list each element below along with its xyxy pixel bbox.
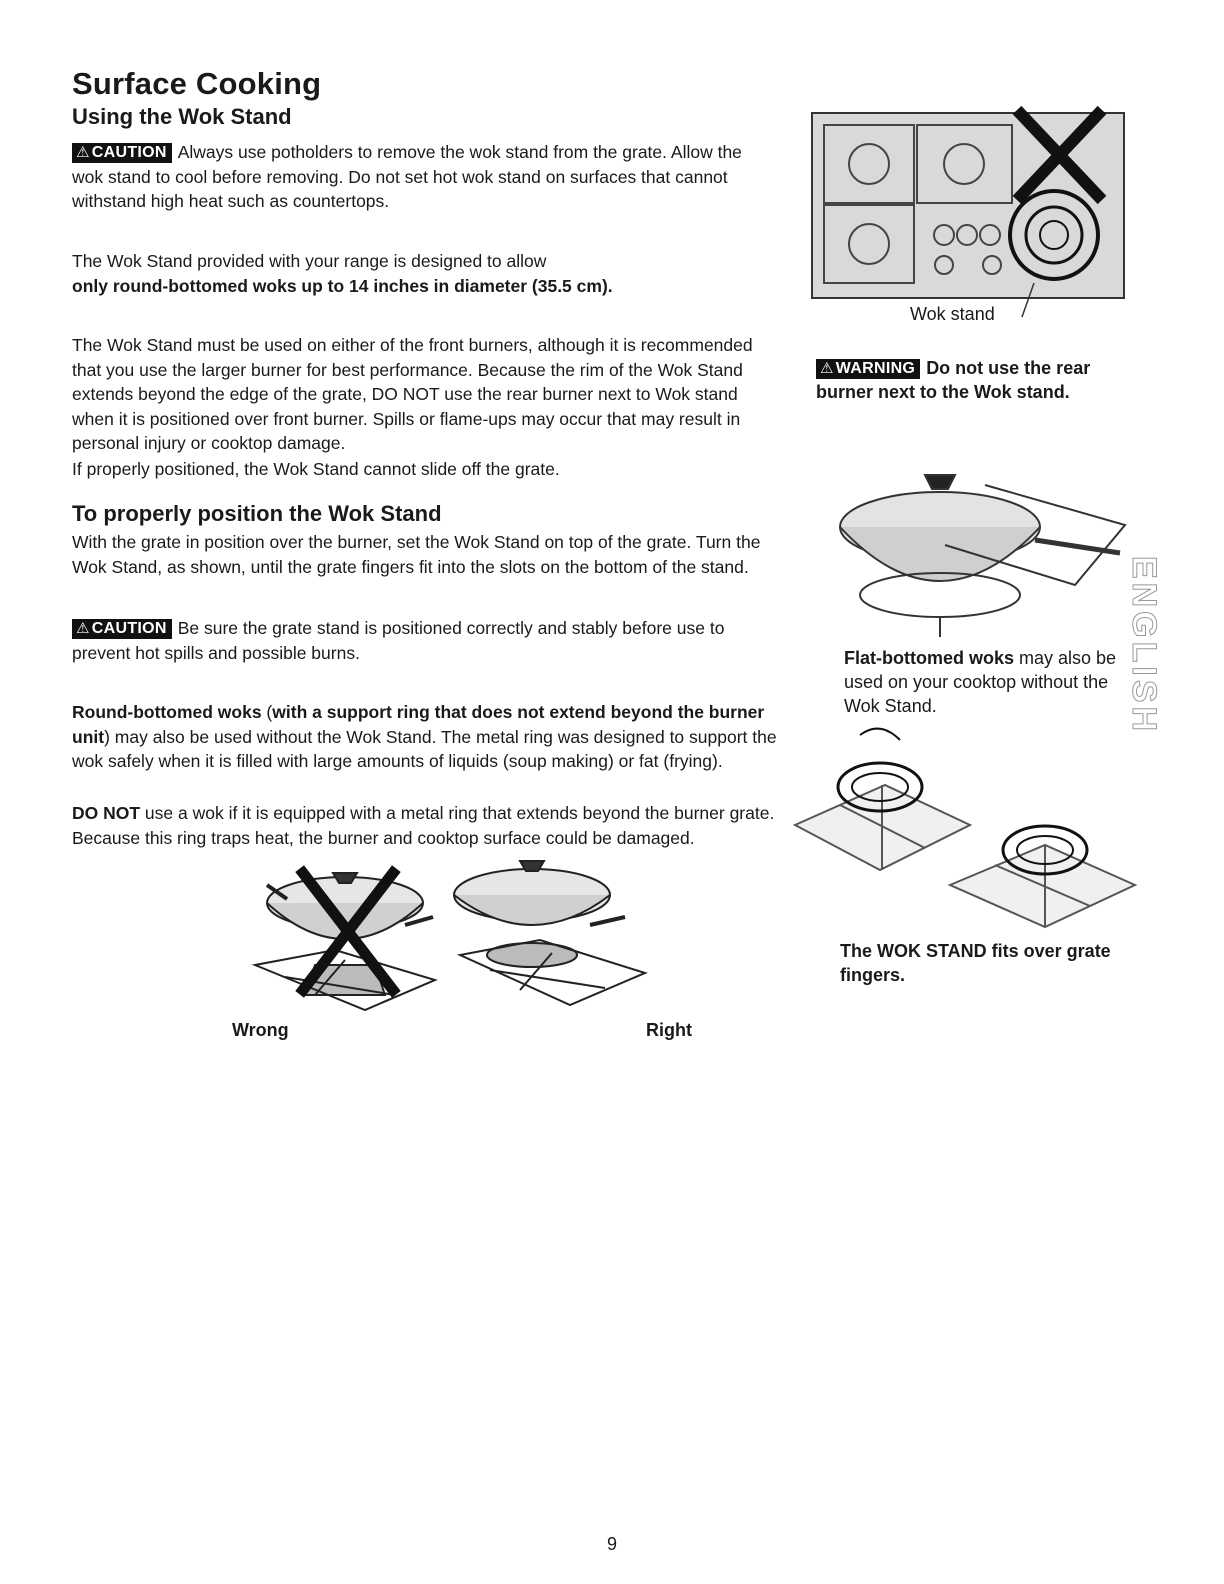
wok-stand-label: Wok stand xyxy=(910,304,995,324)
caution-badge xyxy=(72,143,172,163)
round-bottom-paragraph xyxy=(72,700,777,774)
caution-badge-label-2: CAUTION xyxy=(91,620,167,637)
warning-badge xyxy=(816,359,920,379)
caution-text: Always use potholders to remove the wok stand from the grate. Allow the wok stand to cool before removing. Do not set hot wok stand on surfaces that cannot withstand high heat such as countertops. xyxy=(72,142,742,211)
caution-badge-label: CAUTION xyxy=(91,144,167,161)
do-not-text: use a wok if it is equipped with a metal ring that extends beyond the burner grate. Because this ring traps heat, the burner and cooktop surface could be damaged. xyxy=(72,803,775,848)
caution-badge-2 xyxy=(72,619,172,639)
position-paragraph: With the grate in position over the burner, set the Wok Stand on top of the grate. Turn the Wok Stand, as shown, until the grate fingers fit into the slots on the bottom of the stand. xyxy=(72,532,761,577)
section-heading-position: To properly position the Wok Stand xyxy=(72,501,442,526)
round-bold-1: Round-bottomed woks xyxy=(72,702,262,722)
wrong-label: Wrong xyxy=(232,1020,289,1040)
flat-bold: Flat-bottomed woks xyxy=(844,648,1014,668)
warning-badge-label: WARNING xyxy=(835,360,916,377)
right-wok-illustration xyxy=(440,855,645,1020)
intro-text: The Wok Stand provided with your range is designed to allow xyxy=(72,251,547,271)
caution-text-2: Be sure the grate stand is positioned correctly and stably before use to prevent hot spills and possible burns. xyxy=(72,618,725,663)
warning-triangle-icon: ⚠ xyxy=(820,360,834,377)
do-not-paragraph xyxy=(72,801,777,850)
right-label: Right xyxy=(646,1020,692,1040)
intro-paragraph xyxy=(72,249,777,298)
warning-paragraph xyxy=(816,356,1116,404)
usage-paragraph: The Wok Stand must be used on either of the front burners, although it is recommended that you use the larger burner for best performance. Because the rim of the Wok Stand extends beyond the edge of the grate, DO NOT use the rear burner next to Wok stand when it is positioned over front burner. Spills or flame-ups may occur that may result in personal injury or cooktop damage. xyxy=(72,335,753,453)
cooktop-illustration xyxy=(812,105,1124,300)
do-not-bold: DO NOT xyxy=(72,803,141,823)
round-bold-2: with a support ring that does not extend beyond the burner unit xyxy=(72,702,765,747)
fits-caption xyxy=(840,939,1120,987)
section-heading-wok-stand: Using the Wok Stand xyxy=(72,104,292,129)
wok-on-grate-illustration xyxy=(835,465,1125,640)
page-number: 9 xyxy=(606,1534,617,1554)
flat-bottom-paragraph xyxy=(844,646,1124,718)
page-title: Surface Cooking xyxy=(72,66,322,101)
caution-paragraph-1 xyxy=(72,140,777,214)
usage-paragraph-2: If properly positioned, the Wok Stand cannot slide off the grate. xyxy=(72,459,560,479)
fits-text: The WOK STAND fits over grate fingers. xyxy=(840,941,1111,985)
side-tab-label: ENGLISH xyxy=(1125,555,1164,735)
flat-rest: may also be used on your cooktop without the Wok Stand. xyxy=(844,648,1117,716)
wrong-wok-illustration xyxy=(245,855,450,1020)
round-rest: ) may also be used without the Wok Stand. The metal ring was designed to support the wok safely when it is filled with large amounts of liquids (soup making) or fat (frying). xyxy=(72,726,777,771)
grate-fingers-illustration xyxy=(790,715,1160,935)
language-side-tab xyxy=(1125,555,1164,735)
caution-paragraph-2 xyxy=(72,616,777,665)
round-paren: ( xyxy=(261,702,273,722)
warning-triangle-icon: ⚠ xyxy=(76,144,90,161)
intro-bold: only round-bottomed woks up to 14 inches in diameter (35.5 cm). xyxy=(72,275,613,296)
warning-text: Do not use the rear burner next to the Wok stand. xyxy=(816,358,1091,402)
warning-triangle-icon: ⚠ xyxy=(76,620,90,637)
